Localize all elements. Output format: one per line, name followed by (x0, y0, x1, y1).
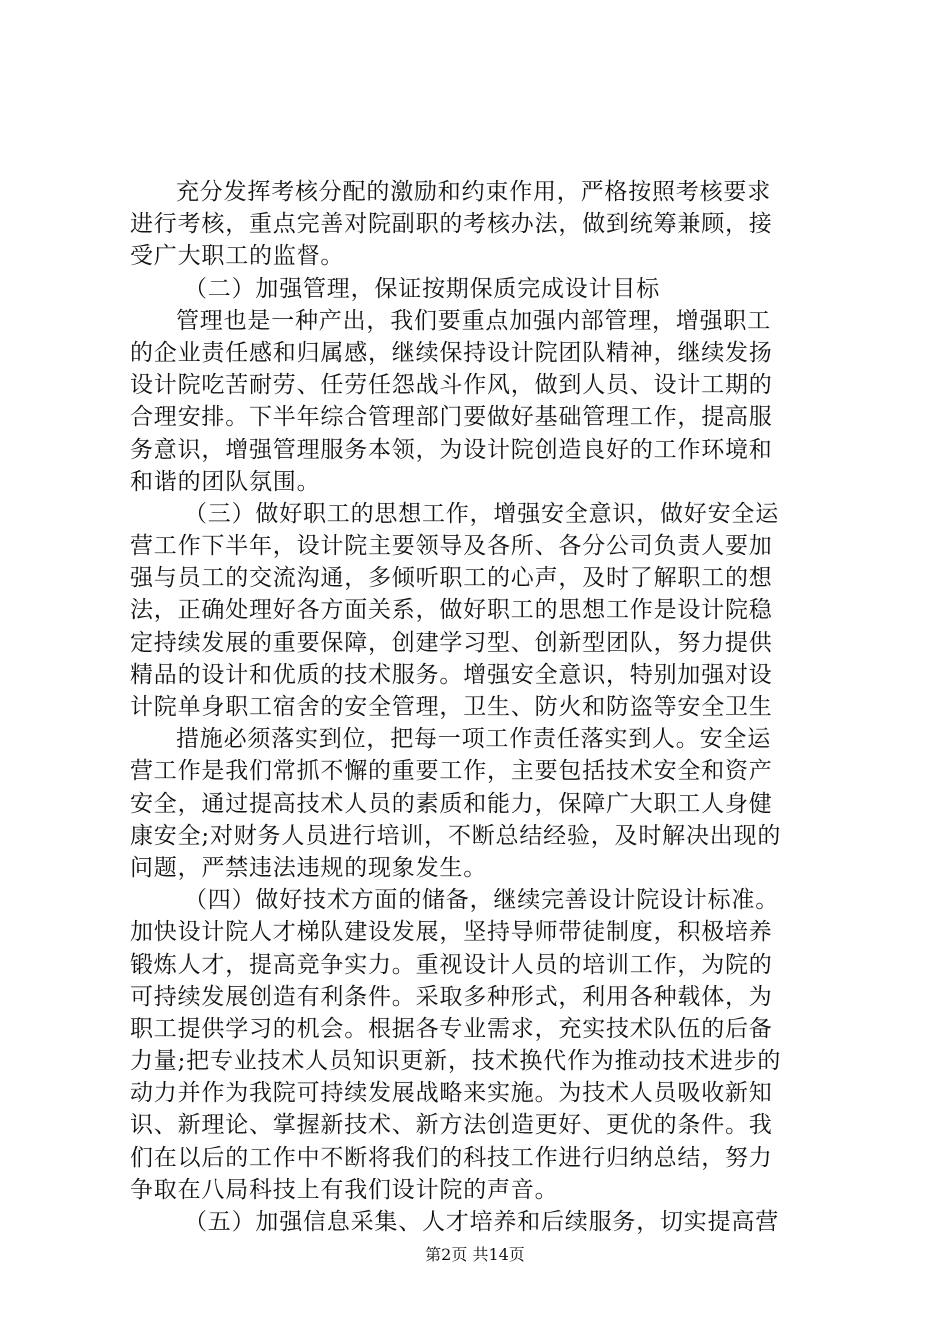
text-line: 加快设计院人才梯队建设发展，坚持导师带徒制度，积极培养 (130, 919, 773, 946)
text-line: （五）加强信息采集、人才培养和后续服务，切实提高营 (184, 1209, 779, 1235)
text-line: 争取在八局科技上有我们设计院的声音。 (130, 1176, 559, 1203)
text-line: 力量;把专业技术人员知识更新，技术换代作为推动技术进步的 (130, 1048, 782, 1075)
text-line: 问题，严禁违法违规的现象发生。 (130, 854, 487, 881)
text-line: 康安全;对财务人员进行培训，不断总结经验，及时解决出现的 (130, 822, 782, 849)
text-line: 营工作下半年，设计院主要领导及各所、各分公司负责人要加 (130, 533, 773, 560)
text-line: 管理也是一种产出，我们要重点加强内部管理，增强职工 (176, 307, 771, 334)
text-line: 和谐的团队氛围。 (130, 468, 321, 495)
text-line: 受广大职工的监督。 (130, 243, 345, 270)
text-line: 锻炼人才，提高竞争实力。重视设计人员的培训工作，为院的 (130, 951, 773, 978)
text-line: （四）做好技术方面的储备，继续完善设计院设计标准。 (184, 887, 779, 914)
text-line: 计院单身职工宿舍的安全管理，卫生、防火和防盗等安全卫生 (130, 694, 773, 720)
text-line: 法，正确处理好各方面关系，做好职工的思想工作是设计院稳 (130, 597, 773, 624)
text-line: 务意识，增强管理服务本领，为设计院创造良好的工作环境和 (130, 436, 773, 463)
text-line: 定持续发展的重要保障，创建学习型、创新型团队，努力提供 (130, 629, 773, 656)
text-line: 营工作是我们常抓不懈的重要工作，主要包括技术安全和资产 (130, 758, 773, 785)
text-line: （二）加强管理，保证按期保质完成设计目标 (184, 275, 660, 302)
text-line: 职工提供学习的机会。根据各专业需求，充实技术队伍的后备 (130, 1015, 773, 1042)
text-line: 可持续发展创造有利条件。采取多种形式，利用各种载体，为 (130, 983, 773, 1010)
text-line: 们在以后的工作中不断将我们的科技工作进行归纳总结，努力 (130, 1144, 773, 1171)
text-line: 识、新理论、掌握新技术、新方法创造更好、更优的条件。我 (130, 1112, 773, 1139)
text-line: 设计院吃苦耐劳、任劳任怨战斗作风，做到人员、设计工期的 (130, 372, 773, 399)
text-line: 精品的设计和优质的技术服务。增强安全意识，特别加强对设 (130, 661, 773, 688)
text-line: 充分发挥考核分配的激励和约束作用，严格按照考核要求 (176, 179, 771, 205)
page-footer: 第2页 共14页 (425, 1245, 525, 1264)
text-line: 措施必须落实到位，把每一项工作责任落实到人。安全运 (176, 726, 771, 753)
text-line: 的企业责任感和归属感，继续保持设计院团队精神，继续发扬 (130, 339, 773, 366)
text-line: 进行考核，重点完善对院副职的考核办法，做到统筹兼顾，接 (130, 211, 773, 238)
document-body (130, 176, 835, 1238)
text-line: 动力并作为我院可持续发展战略来实施。为技术人员吸收新知 (130, 1080, 773, 1107)
text-line: 安全，通过提高技术人员的素质和能力，保障广大职工人身健 (130, 790, 773, 817)
text-line: 合理安排。下半年综合管理部门要做好基础管理工作，提高服 (130, 404, 773, 431)
text-line: （三）做好职工的思想工作，增强安全意识，做好安全运 (184, 500, 779, 527)
text-line: 强与员工的交流沟通，多倾听职工的心声，及时了解职工的想 (130, 565, 773, 592)
